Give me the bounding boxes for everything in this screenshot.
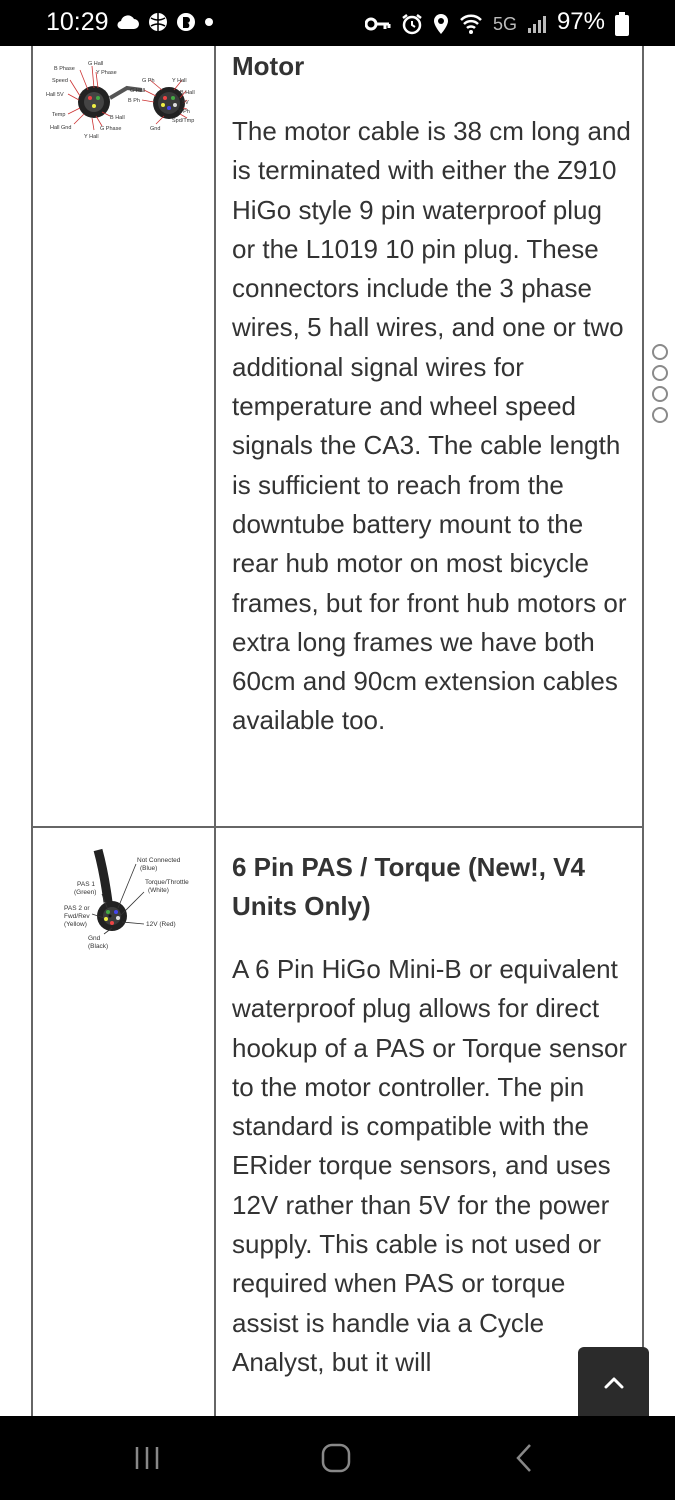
label-b-phase: B Phase xyxy=(54,66,75,72)
chevron-up-icon xyxy=(603,1375,625,1389)
system-nav-bar xyxy=(0,1416,675,1500)
motor-description xyxy=(232,47,632,741)
label-pas2: PAS 2 or xyxy=(64,905,90,912)
battery-icon xyxy=(615,12,629,36)
section-paragraph-pas: A 6 Pin HiGo Mini-B or equivalent waterproof plug allows for direct hookup of a PAS or Torque sensor to the motor controller. The pin standard is compatible with the ERider torque sensors, and uses 12V rather than 5V for the power supply. This cable is not used or required when PAS or torque assist is handle via a Cycle Analyst, but it will xyxy=(232,954,628,1377)
status-bar xyxy=(0,0,675,46)
status-time: 10:29 xyxy=(46,8,109,36)
network-type: 5G xyxy=(492,13,517,34)
label-hall-5v: Hall 5V xyxy=(46,92,64,98)
scroll-dot[interactable] xyxy=(652,365,668,381)
label-not-connected: Not Connected xyxy=(137,857,181,864)
ball-icon xyxy=(148,12,168,32)
label-g-hall: G Hall xyxy=(88,61,104,67)
scroll-dot[interactable] xyxy=(652,344,668,360)
alarm-icon xyxy=(401,13,423,35)
label-black: (Black) xyxy=(88,943,109,950)
label-torque-throttle: Torque/Throttle xyxy=(145,879,189,886)
cloud-icon xyxy=(116,13,140,31)
recent-apps-icon xyxy=(132,1443,162,1473)
section-heading-motor: Motor xyxy=(232,51,305,81)
table-row-motor xyxy=(32,46,643,826)
label-gnd: Gnd xyxy=(150,126,161,132)
label-y-hall: Y Hall xyxy=(84,134,99,140)
table-row-pas xyxy=(32,828,643,1416)
pas-description xyxy=(232,848,632,1382)
label-green: (Green) xyxy=(74,889,97,896)
label-pas1: PAS 1 xyxy=(77,881,95,888)
label-blue: (Blue) xyxy=(140,865,158,872)
wifi-icon xyxy=(459,13,483,35)
section-heading-pas: 6 Pin PAS / Torque (New!, V4 Units Only) xyxy=(232,852,585,921)
label-b-hall-2: B Hall xyxy=(180,90,195,96)
label-y-ph: Y Ph xyxy=(178,109,190,115)
app-icon xyxy=(176,12,196,32)
back-icon xyxy=(512,1442,536,1474)
battery-percent: 97% xyxy=(556,8,605,35)
scroll-dot[interactable] xyxy=(652,386,668,402)
motor-connector-diagram xyxy=(32,58,215,148)
back-button[interactable] xyxy=(494,1438,554,1478)
label-5v: 5V xyxy=(182,100,189,106)
label-fwd-rev: Fwd/Rev xyxy=(64,913,90,920)
home-button[interactable] xyxy=(306,1438,366,1478)
recent-apps-button[interactable] xyxy=(117,1438,177,1478)
key-icon xyxy=(365,15,391,33)
back-to-top-button[interactable] xyxy=(578,1347,649,1416)
label-b-hall: B Hall xyxy=(110,115,125,121)
label-pas-gnd: Gnd xyxy=(88,935,101,942)
section-paragraph-motor: The motor cable is 38 cm long and is terminated with either the Z910 HiGo style 9 pin waterproof plug or the L1019 10 pin plug. These connectors include the 3 phase wires, 5 hall wires, and one or two additional signal wires for temperature and wheel speed signals the CA3. The cable length is sufficient to reach from the downtube battery mount to the rear hub motor on most bicycle frames, but for front hub motors or extra long frames we have both 60cm and 90cm extension cables available too. xyxy=(232,116,631,736)
label-12v: 12V (Red) xyxy=(146,921,176,928)
location-icon xyxy=(433,13,449,35)
label-hall-gnd: Hall Gnd xyxy=(50,125,72,131)
dot-icon xyxy=(204,17,214,27)
label-g-ph: G Ph xyxy=(142,78,155,84)
label-temp: Temp xyxy=(52,112,66,118)
label-spd-tmp: Spd/Tmp xyxy=(172,118,195,124)
signal-icon xyxy=(527,14,547,34)
label-y-phase: Y Phase xyxy=(96,70,117,76)
label-g-hall-2: G Hall xyxy=(130,88,146,94)
label-g-phase: G Phase xyxy=(100,126,122,132)
scroll-indicator[interactable] xyxy=(652,344,668,423)
home-icon xyxy=(320,1442,352,1474)
label-y-hall-2: Y Hall xyxy=(172,78,187,84)
label-white: (White) xyxy=(148,887,169,894)
page-content xyxy=(0,46,675,1416)
scroll-dot[interactable] xyxy=(652,407,668,423)
pas-connector-diagram xyxy=(32,842,215,952)
label-b-ph: B Ph xyxy=(128,98,140,104)
label-speed: Speed xyxy=(52,78,68,84)
label-yellow: (Yellow) xyxy=(64,921,87,928)
